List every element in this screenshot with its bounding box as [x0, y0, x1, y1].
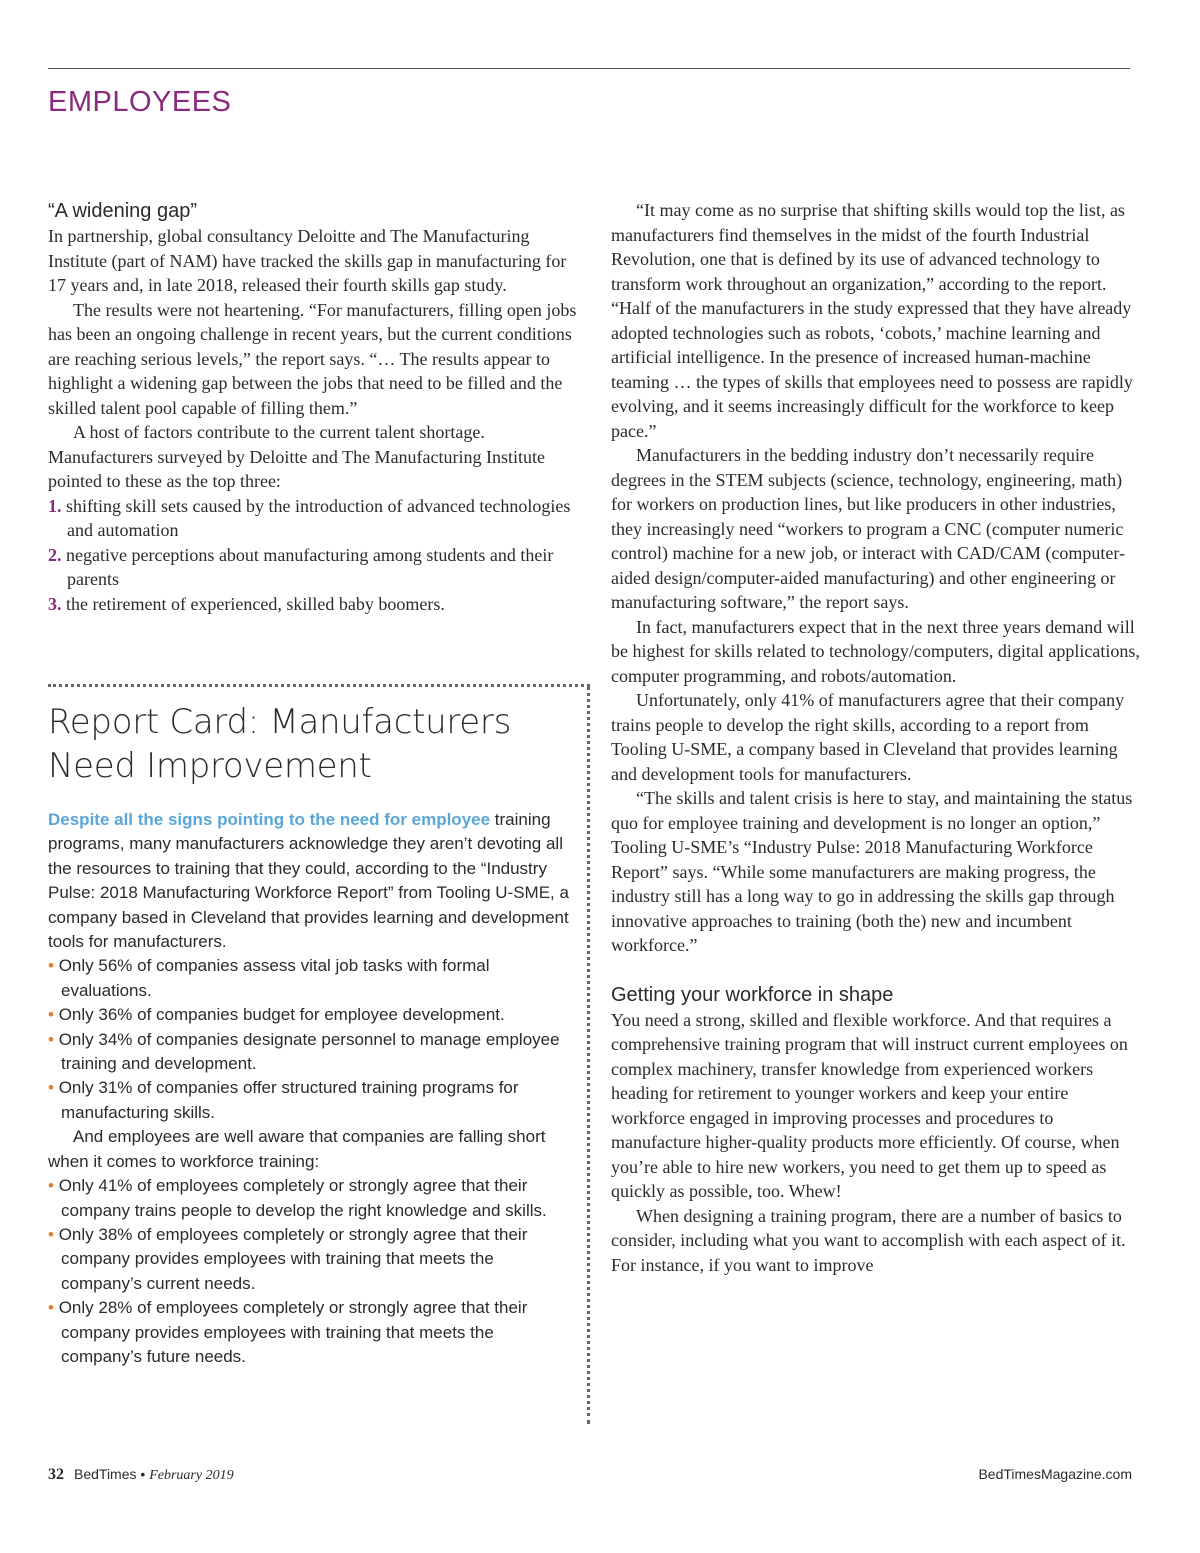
paragraph: In partnership, global consultancy Deloitte and The Manufacturing Institute (part of NAM) have tracked the skills gap in manufacturing for 17 years and, in late 2018, released their fourth skills gap study. — [48, 226, 567, 295]
list-item — [48, 494, 578, 543]
bullet-icon: • — [48, 1298, 54, 1318]
bullet-icon: • — [48, 956, 54, 976]
bullet-text: Only 36% of companies budget for employee development. — [58, 1005, 505, 1025]
list-number: 3. — [48, 593, 62, 614]
bullet-text: Only 31% of companies offer structured training programs for manufacturing skills. — [58, 1078, 519, 1122]
list-item — [48, 543, 578, 592]
sidebar-dotted-rule-horizontal — [48, 684, 590, 687]
subhead-widening-gap: “A widening gap” — [48, 200, 197, 222]
list-item — [48, 1028, 578, 1077]
factors-list — [48, 494, 578, 617]
header-rule — [48, 68, 1130, 69]
bullet-icon: • — [48, 1224, 54, 1244]
sidebar-mid-paragraph: And employees are well aware that companies are falling short when it comes to workforce training: — [48, 1127, 546, 1171]
right-column — [611, 198, 1141, 1277]
bullet-icon: • — [48, 1029, 54, 1049]
section-label: EMPLOYEES — [48, 86, 232, 118]
bullet-icon: • — [48, 1005, 54, 1025]
list-text: negative perceptions about manufacturing among students and their parents — [66, 544, 554, 589]
paragraph: “The skills and talent crisis is here to stay, and maintaining the status quo for employee training and development is no longer an option,” Tooling U-SME’s “Industry Pulse: 2018 Manufacturing Workforce Report” says. “While some manufacturers are making progress, the industry still has a long way to go in addressing the skills gap through innovative approaches to training (both the) new and incumbent workforce.” — [611, 788, 1133, 955]
list-item — [48, 1296, 578, 1369]
sidebar-lead: Despite all the signs pointing to the need for employee — [48, 810, 491, 829]
bullet-text: Only 56% of companies assess vital job tasks with formal evaluations. — [58, 956, 490, 1000]
paragraph: You need a strong, skilled and flexible workforce. And that requires a comprehensive training program that will instruct current employees on complex machinery, transfer knowledge from experienced workers heading for retirement to younger workers and keep your entire workforce engaged in improving processes and procedures to manufacture higher-quality products more efficiently. Of course, when you’re able to hire new workers, you need to get them up to speed as quickly as possible, too. Whew! — [611, 1009, 1128, 1201]
paragraph: A host of factors contribute to the current talent shortage. Manufacturers surveyed by Deloitte and The Manufacturing Institute pointed to these as the top three: — [48, 422, 546, 491]
list-number: 1. — [48, 495, 62, 516]
footer-left — [48, 1466, 234, 1484]
employee-stats-list — [48, 1174, 578, 1369]
sidebar-report-card — [48, 700, 578, 1369]
list-item — [48, 1003, 578, 1027]
magazine-name: BedTimes — [74, 1466, 137, 1482]
bullet-icon: • — [48, 1078, 54, 1098]
paragraph: Manufacturers in the bedding industry don’t necessarily require degrees in the STEM subjects (science, technology, engineering, math) for workers on production lines, but like producers in other industries, they increasingly need “workers to program a CNC (computer numeric control) machine for a new job, or interact with CAD/CAM (computer-aided design/computer-aided manufacturing) and other engineering or manufacturing software,” the report says. — [611, 445, 1125, 612]
sidebar-intro — [48, 808, 578, 954]
website-url[interactable]: BedTimesMagazine.com — [978, 1466, 1132, 1482]
list-text: shifting skill sets caused by the introduction of advanced technologies and automation — [66, 495, 571, 540]
issue-date: February 2019 — [149, 1468, 234, 1483]
subhead-workforce-shape: Getting your workforce in shape — [611, 983, 894, 1006]
paragraph: Unfortunately, only 41% of manufacturers agree that their company trains people to develop the right skills, according to a report from Tooling U-SME, a company based in Cleveland that provides learning and development tools for manufacturers. — [611, 690, 1125, 784]
list-item — [48, 592, 578, 617]
page-number: 32 — [48, 1466, 64, 1483]
bullet-icon: • — [48, 1176, 54, 1196]
paragraph: “It may come as no surprise that shifting skills would top the list, as manufacturers find themselves in the midst of the fourth Industrial Revolution, one that is defined by its use of advanced technology to transform work throughout an organization,” according to the report. “Half of the manufacturers in the study expressed that they have already adopted technologies such as robots, ‘cobots,’ machine learning and artificial intelligence. In the presence of increased human-machine teaming … the types of skills that employees need to possess are rapidly evolving, and it seems increasingly difficult for the workforce to keep pace.” — [611, 200, 1133, 441]
left-column — [48, 198, 578, 616]
list-item — [48, 954, 578, 1003]
list-item — [48, 1076, 578, 1125]
sidebar-title: Report Card: Manufacturers Need Improvement — [48, 702, 512, 786]
sidebar-intro-text: training programs, many manufacturers acknowledge they aren’t devoting all the resources to training that they could, according to the “Industry Pulse: 2018 Manufacturing Workforce Report” from Tooling U-SME, a company based in Cleveland that provides learning and development tools for manufacturers. — [48, 810, 569, 952]
paragraph: The results were not heartening. “For manufacturers, filling open jobs has been an ongoing challenge in recent years, but the current conditions are reaching serious levels,” the report says. “… The results appear to highlight a widening gap between the jobs that need to be filled and the skilled talent pool capable of filling them.” — [48, 299, 577, 418]
sidebar-dotted-rule-vertical — [587, 686, 590, 1424]
list-text: the retirement of experienced, skilled baby boomers. — [66, 593, 445, 614]
list-item — [48, 1223, 578, 1296]
bullet-text: Only 41% of employees completely or strongly agree that their company trains people to develop the right knowledge and skills. — [58, 1176, 547, 1220]
bullet-text: Only 38% of employees completely or strongly agree that their company provides employees with training that meets the company’s current needs. — [58, 1224, 528, 1293]
bullet-text: Only 34% of companies designate personnel to manage employee training and development. — [58, 1029, 560, 1074]
footer-separator: • — [140, 1466, 146, 1482]
paragraph: When designing a training program, there are a number of basics to consider, including what you want to accomplish with each aspect of it. For instance, if you want to improve — [611, 1205, 1126, 1275]
list-number: 2. — [48, 544, 62, 565]
paragraph: In fact, manufacturers expect that in the next three years demand will be highest for skills related to technology/computers, digital applications, computer programming, and robots/automation. — [611, 616, 1140, 686]
list-item — [48, 1174, 578, 1223]
bullet-text: Only 28% of employees completely or strongly agree that their company provides employees with training that meets the company’s future needs. — [58, 1298, 528, 1366]
company-stats-list — [48, 954, 578, 1125]
